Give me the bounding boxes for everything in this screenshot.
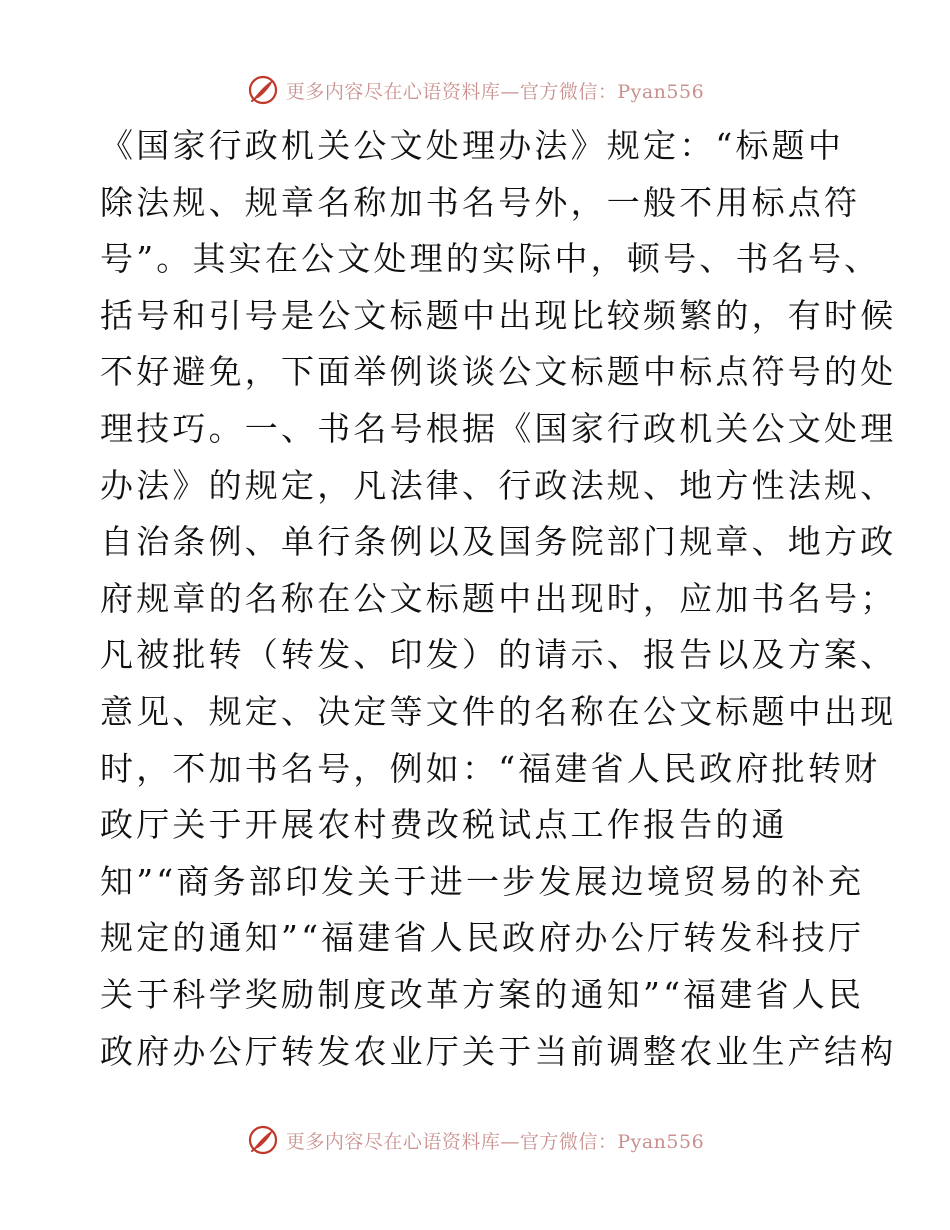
- body-text-line: 理技巧。一、书名号根据《国家行政机关公文处理: [100, 408, 897, 448]
- body-text-line: 府规章的名称在公文标题中出现时，应加书名号；: [100, 578, 897, 618]
- quill-pen-logo-icon: [246, 1123, 280, 1157]
- body-text-line: 时，不加书名号，例如：“福建省人民政府批转财: [100, 748, 881, 788]
- body-text-line: 意见、规定、决定等文件的名称在公文标题中出现: [100, 691, 897, 731]
- body-text-line: 自治条例、单行条例以及国务院部门规章、地方政: [100, 522, 897, 562]
- body-text-line: 知”“商务部印发关于进一步发展边境贸易的补充: [100, 861, 865, 901]
- body-text-line: 除法规、规章名称加书名号外，一般不用标点符: [100, 182, 861, 222]
- body-text-line: 规定的通知”“福建省人民政府办公厅转发科技厅: [100, 918, 865, 958]
- body-text-line: 政府办公厅转发农业厅关于当前调整农业生产结构: [100, 1031, 897, 1071]
- body-text-line: 办法》的规定，凡法律、行政法规、地方性法规、: [100, 465, 897, 505]
- header-banner-text: 更多内容尽在心语资料库—官方微信：Pyan556: [285, 80, 705, 103]
- footer-banner-text: 更多内容尽在心语资料库—官方微信：Pyan556: [285, 1130, 705, 1153]
- body-text-line: 凡被批转（转发、印发）的请示、报告以及方案、: [100, 635, 897, 675]
- body-paragraph: [100, 118, 897, 1080]
- body-text-line: 关于科学奖励制度改革方案的通知”“福建省人民: [100, 974, 865, 1014]
- body-text-line: 括号和引号是公文标题中出现比较频繁的，有时候: [100, 295, 897, 335]
- body-text-line: 不好避免，下面举例谈谈公文标题中标点符号的处: [100, 352, 897, 392]
- body-text-line: 政厅关于开展农村费改税试点工作报告的通: [100, 805, 788, 845]
- body-text-line: 号”。其实在公文处理的实际中，顿号、书名号、: [100, 239, 881, 279]
- body-text-line: 《国家行政机关公文处理办法》规定：“标题中: [100, 126, 845, 165]
- quill-pen-logo-icon: [246, 73, 280, 107]
- header-banner: [0, 70, 950, 110]
- footer-banner: [0, 1120, 950, 1160]
